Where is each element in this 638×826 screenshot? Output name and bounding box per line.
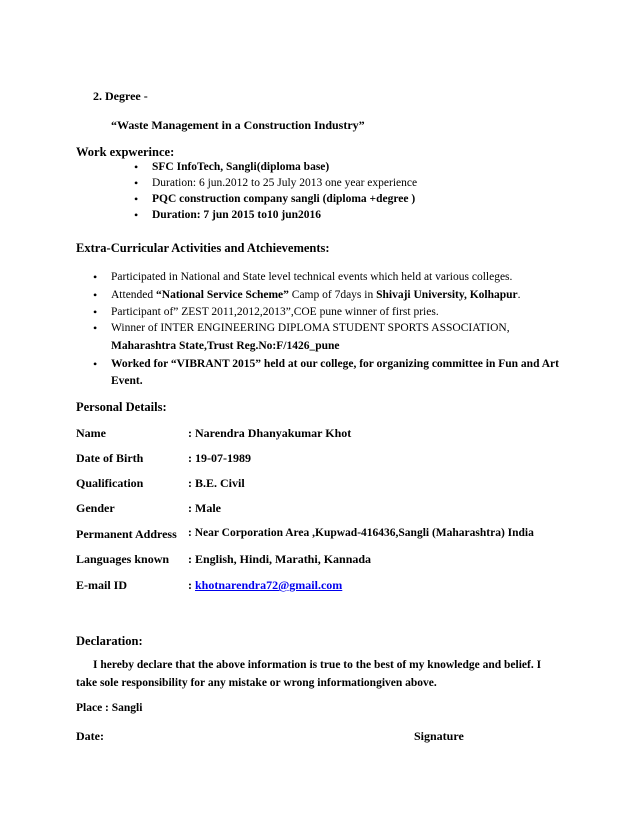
place-label: Place : Sangli (76, 702, 143, 714)
extra-item-4: Winner of INTER ENGINEERING DIPLOMA STUDENT SPORTS ASSOCIATION, (111, 322, 510, 334)
name-value: : Narendra Dhanyakumar Khot (188, 426, 352, 440)
date-label: Date: (76, 729, 104, 743)
bullet-icon: • (134, 208, 139, 222)
personal-heading: Personal Details: (76, 400, 167, 414)
bullet-icon: • (134, 160, 139, 174)
nss-name: “National Service Scheme” (156, 289, 289, 301)
qualification-value: : B.E. Civil (188, 476, 245, 490)
signature-label: Signature (414, 729, 464, 743)
dob-label: Date of Birth (76, 451, 144, 465)
email-label: E-mail ID (76, 578, 127, 592)
gender-label: Gender (76, 501, 115, 515)
work-item-2: Duration: 6 jun.2012 to 25 July 2013 one year experience (152, 177, 418, 189)
address-value: : Near Corporation Area ,Kupwad-416436,Sangli (Maharashtra) India (188, 527, 534, 539)
bullet-icon: • (93, 321, 98, 335)
declaration-line-1: I hereby declare that the above information is true to the best of my knowledge and belief. I (93, 659, 542, 671)
qualification-label: Qualification (76, 476, 144, 490)
bullet-icon: • (93, 288, 98, 302)
extra-item-2-mid: Camp of 7days in (288, 289, 377, 301)
extra-heading: Extra-Curricular Activities and Atchievements: (76, 241, 330, 255)
extra-item-5: Worked for “VIBRANT 2015” held at our college, for organizing committee in Fun and Art (111, 358, 559, 370)
degree-heading: 2. Degree - (93, 89, 148, 103)
dob-value: : 19-07-1989 (188, 451, 251, 465)
declaration-heading: Declaration: (76, 634, 143, 648)
gender-value: : Male (188, 501, 221, 515)
extra-item-5-cont: Event. (111, 375, 143, 387)
extra-item-2-post: . (517, 289, 521, 301)
project-title: “Waste Management in a Construction Industry” (111, 118, 365, 132)
address-label: Permanent Address (76, 527, 177, 541)
languages-value: : English, Hindi, Marathi, Kannada (188, 552, 372, 566)
bullet-icon: • (93, 270, 98, 284)
university-name: Shivaji University, Kolhapur (376, 289, 518, 301)
declaration-line-2: take sole responsibility for any mistake or wrong informationgiven above. (76, 677, 437, 689)
extra-item-1: Participated in National and State level technical events which held at various colleges. (111, 271, 513, 283)
work-item-3: PQC construction company sangli (diploma +degree ) (152, 193, 416, 205)
extra-item-2-pre: Attended (111, 289, 157, 301)
extra-item-2 (111, 289, 521, 301)
work-item-4: Duration: 7 jun 2015 to10 jun2016 (152, 209, 322, 221)
email-prefix: : (188, 578, 195, 592)
email-value-wrap (188, 578, 342, 593)
bullet-icon: • (93, 305, 98, 319)
bullet-icon: • (134, 176, 139, 190)
bullet-icon: • (93, 357, 98, 371)
languages-label: Languages known (76, 552, 170, 566)
email-link[interactable]: khotnarendra72@gmail.com (195, 578, 343, 592)
extra-item-4-cont: Maharashtra State,Trust Reg.No:F/1426_pune (111, 340, 340, 352)
work-item-1: SFC InfoTech, Sangli(diploma base) (152, 161, 330, 173)
bullet-icon: • (134, 192, 139, 206)
extra-item-3: Participant of” ZEST 2011,2012,2013”,COE pune winner of first pries. (111, 306, 439, 318)
work-heading: Work expwerince: (76, 145, 175, 159)
name-label: Name (76, 426, 106, 440)
